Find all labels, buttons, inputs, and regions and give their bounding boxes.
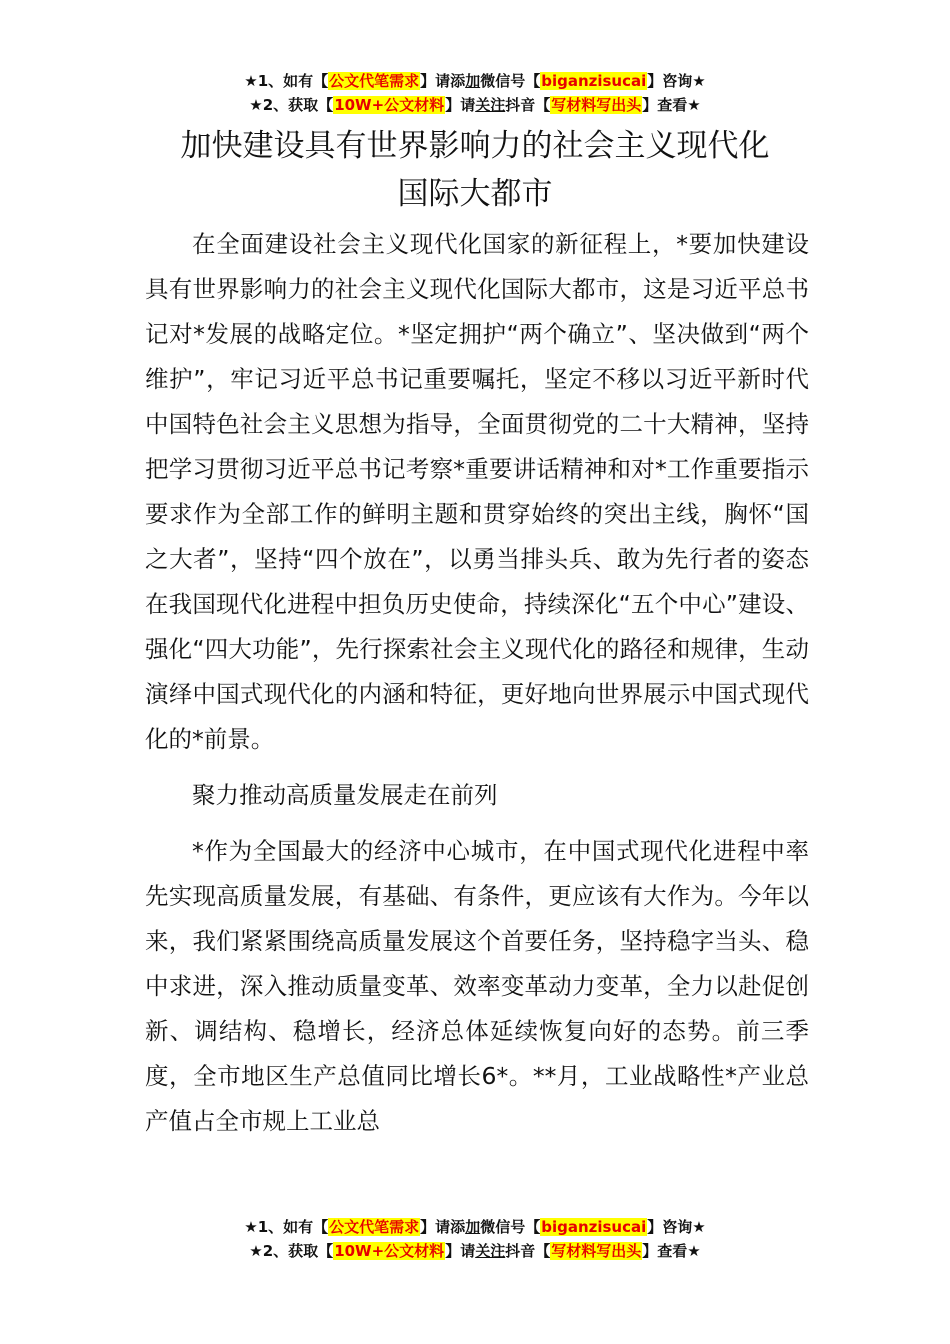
promo-text: ★1、如有【 (244, 72, 329, 90)
promo-text: 】查看★ (642, 96, 701, 114)
title-line-1: 加快建设具有世界影响力的社会主义现代化 (180, 128, 770, 164)
promo-douyin-id: 写材料写出头 (551, 1242, 642, 1260)
promo-text: 】请 (445, 1242, 476, 1260)
header-promo-banner (0, 69, 950, 117)
promo-text: 】查看★ (642, 1242, 701, 1260)
promo-line-1 (0, 1215, 950, 1239)
promo-highlight: 公文代笔需求 (329, 72, 420, 90)
promo-text: ★1、如有【 (244, 1218, 329, 1236)
promo-underline: 关注 (475, 96, 506, 114)
promo-wechat-id: biganzisucai (541, 1218, 647, 1236)
promo-highlight: 10W+公文材料 (334, 1242, 445, 1260)
promo-text: 抖音【 (505, 96, 551, 114)
section-heading: 聚力推动高质量发展走在前列 (192, 781, 498, 809)
footer-promo-banner (0, 1215, 950, 1263)
promo-underline: 关注 (475, 1242, 506, 1260)
promo-text: 微信号【 (480, 72, 541, 90)
paragraph-intro: 在全面建设社会主义现代化国家的新征程上，*要加快建设具有世界影响力的社会主义现代化国际大都市，这是习近平总书记对*发展的战略定位。*坚定拥护“两个确立”、坚决做到“两个维护”，牢记习近平总书记重要嘱托，坚定不移以习近平新时代中国特色社会主义思想为指导，全面贯彻党的二十大精神，坚持把学习贯彻习近平总书记考察*重要讲话精神和对*工作重要指示要求作为全部工作的鲜明主题和贯穿始终的突出主线，胸怀“国之大者”，坚持“四个放在”，以勇当排头兵、敢为先行者的姿态在我国现代化进程中担负历史使命，持续深化“五个中心”建设、强化“四大功能”，先行探索社会主义现代化的路径和规律，生动演绎中国式现代化的内涵和特征，更好地向世界展示中国式现代化的*前景。 (145, 230, 809, 753)
promo-highlight: 公文代笔需求 (329, 1218, 420, 1236)
promo-wechat-id: biganzisucai (541, 72, 647, 90)
promo-text: 】咨询★ (647, 72, 706, 90)
promo-text: ★2、获取【 (249, 96, 334, 114)
promo-line-2 (0, 1239, 950, 1263)
title-line-2: 国际大都市 (397, 176, 553, 212)
promo-text: ★2、获取【 (249, 1242, 334, 1260)
promo-line-1 (0, 69, 950, 93)
promo-text: 抖音【 (505, 1242, 551, 1260)
document-title (0, 122, 950, 218)
promo-text: 】请添 (420, 1218, 466, 1236)
promo-douyin-id: 写材料写出头 (551, 96, 642, 114)
paragraph-section-1: *作为全国最大的经济中心城市，在中国式现代化进程中率先实现高质量发展，有基础、有条件，更应该有大作为。今年以来，我们紧紧围绕高质量发展这个首要任务，坚持稳字当头、稳中求进，深入推动质量变革、效率变革动力变革，全力以赴促创新、调结构、稳增长，经济总体延续恢复向好的态势。前三季度，全市地区生产总值同比增长6*。**月，工业战略性*产业总产值占全市规上工业总 (145, 837, 809, 1135)
promo-underline: 加 (465, 72, 481, 90)
promo-text: 】请添 (420, 72, 466, 90)
promo-line-2 (0, 93, 950, 117)
promo-text: 微信号【 (480, 1218, 541, 1236)
promo-text: 】请 (445, 96, 476, 114)
promo-highlight: 10W+公文材料 (334, 96, 445, 114)
promo-underline: 加 (465, 1218, 481, 1236)
promo-text: 】咨询★ (647, 1218, 706, 1236)
document-body (145, 222, 809, 1144)
